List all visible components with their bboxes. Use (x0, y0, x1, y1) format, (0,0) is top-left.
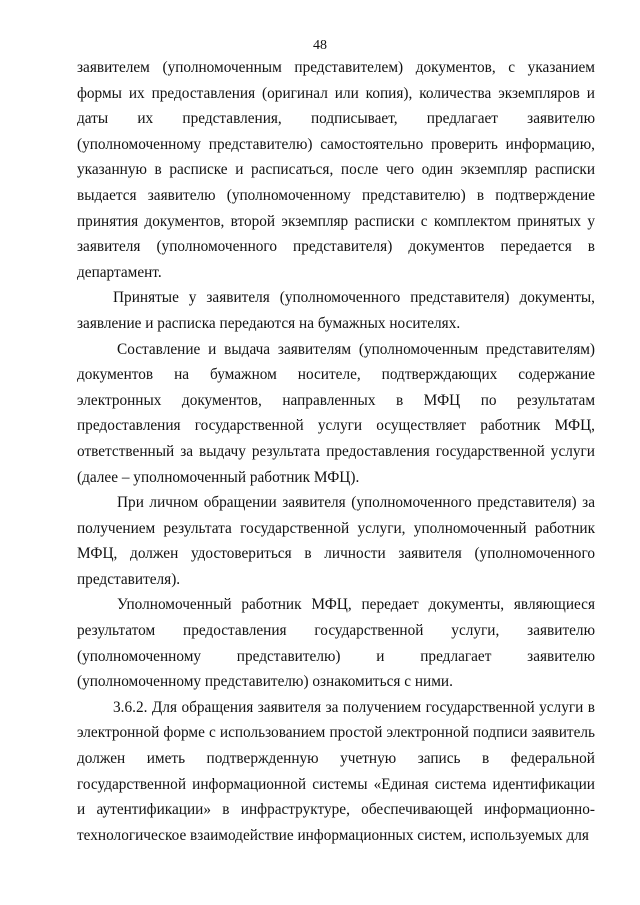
paragraph-receipt-continuation: заявителем (уполномоченным представителем) документов, с указанием формы их предоставления (оригинал или копия), количества экземпляров и даты их представления, подписывает, предлагает заявителю (уполномоченному представителю) самостоятельно проверить информацию, указанную в расписке и расписаться, после чего один экземпляр расписки выдается заявителю (уполномоченному представителю) в подтверждение принятия документов, второй экземпляр расписки с комплектом принятых у заявителя (уполномоченного представителя) документов передается в департамент. (77, 59, 595, 281)
paragraph-section-3-6-2: 3.6.2. Для обращения заявителя за получением государственной услуги в электронной форме с использованием простой электронной подписи заявитель должен иметь подтвержденную учетную запись в федеральной государственной информационной системы «Единая система идентификации и аутентификации» в инфраструктуре, обеспечивающей информационно-технологическое взаимодействие информационных систем, используемых для (77, 698, 595, 844)
page-number: 48 (313, 38, 327, 53)
paragraph-result-handover: Уполномоченный работник МФЦ, передает документы, являющиеся результатом предоставления государственной услуги, заявителю (уполномоченному представителю) и предлагает заявителю (уполномоченному представителю) ознакомиться с ними. (77, 596, 595, 691)
paragraph-identity-check: При личном обращении заявителя (уполномоченного представителя) за получением результата государственной услуги, уполномоченный работник МФЦ, должен удостовериться в личности заявителя (уполномоченного представителя). (77, 494, 595, 588)
paragraph-document-issuance: Составление и выдача заявителям (уполномоченным представителям) документов на бумажном носителе, подтверждающих содержание электронных документов, направленных в МФЦ по результатам предоставления государственной услуги осуществляет работник МФЦ, ответственный за выдачу результата предоставления государственной услуги (далее – уполномоченный работник МФЦ). (77, 340, 595, 486)
paragraph-paper-documents: Принятые у заявителя (уполномоченного представителя) документы, заявление и расписка передаются на бумажных носителях. (77, 289, 595, 332)
document-body (77, 55, 595, 848)
